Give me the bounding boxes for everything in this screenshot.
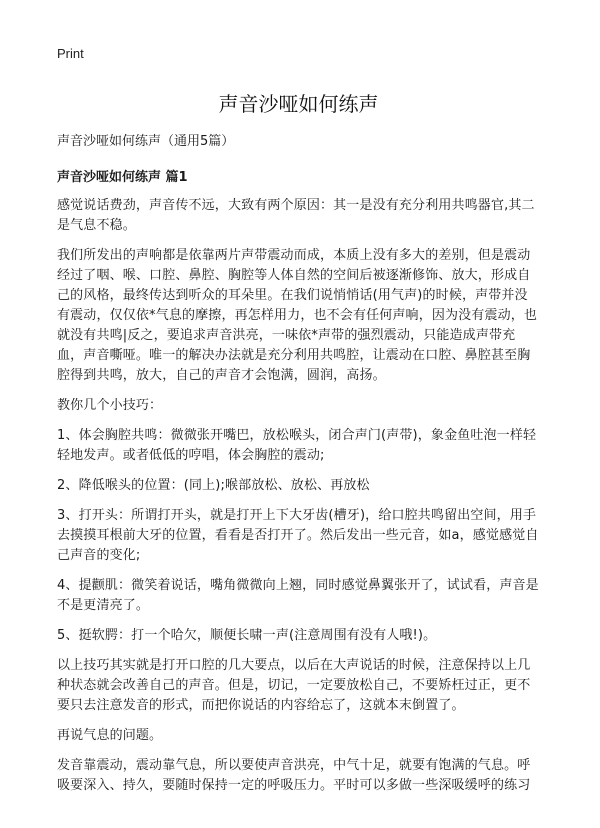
- document-subtitle: 声音沙哑如何练声（通用5篇）: [57, 134, 235, 149]
- paragraph: 2、降低喉头的位置：(同上);喉部放松、放松、再放松: [57, 478, 370, 493]
- paragraph: 4、提颧肌：微笑着说话，嘴角微微向上翘，同时感觉鼻翼张开了，试试看，声音是不是更清亮了。: [57, 578, 539, 613]
- paragraph: 以上技巧其实就是打开口腔的几大要点，以后在大声说话的时候，注意保持以上几种状态就会改善自己的声音。但是，切记，一定要放松自己，不要矫枉过正，更不要只去注意发音的形式，而把你说话的内容给忘了，这就本末倒置了。: [57, 658, 531, 713]
- paragraph: 教你几个小技巧：: [57, 398, 163, 413]
- paragraph: 1、体会胸腔共鸣：微微张开嘴巴，放松喉头，闭合声门(声带)，象金鱼吐泡一样轻轻地发声。或者低低的哼唱，体会胸腔的震动;: [57, 428, 537, 463]
- paragraph: 我们所发出的声响都是依靠两片声带震动而成，本质上没有多大的差别，但是震动经过了咽、喉、口腔、鼻腔、胸腔等人体自然的空间后被逐渐修饰、放大，形成自己的风格，最终传达到听众的耳朵里。在我们说悄悄话(用气声)的时候，声带并没有震动，仅仅依*气息的摩擦，再怎样用力，也不会有任何声响，因为没有震动，也就没有共鸣|反之，要追求声音洪亮，一味依*声带的强烈震动，只能造成声带充血，声音嘶哑。唯一的解决办法就是充分利用共鸣腔，让震动在口腔、鼻腔甚至胸腔得到共鸣，放大，自己的声音才会饱满，圆润，高扬。: [57, 248, 538, 383]
- section-heading: 声音沙哑如何练声 篇1: [57, 170, 188, 185]
- page-title: 声音沙哑如何练声: [218, 92, 379, 116]
- paragraph: 5、挺软腭：打一个哈欠，顺便长啸一声(注意周围有没有人哦!)。: [57, 628, 437, 643]
- paragraph: 3、打开头：所谓打开头，就是打开上下大牙齿(槽牙)，给口腔共鸣留出空间，用手去摸摸耳根前大牙的位置，看看是否打开了。然后发出一些元音，如a，感觉感觉自己声音的变化;: [57, 508, 539, 563]
- paragraph: 再说气息的问题。: [57, 728, 163, 743]
- print-link[interactable]: Print: [57, 46, 84, 61]
- paragraph: 感觉说话费劲，声音传不远，大致有两个原因：其一是没有充分利用共鸣器官,其二是气息不稳。: [57, 198, 535, 233]
- paragraph: 发音靠震动，震动靠气息，所以要使声音洪亮，中气十足，就要有饱满的气息。呼吸要深入、持久，要随时保持一定的呼吸压力。平时可以多做一些深吸缓呼的练习: [57, 758, 531, 793]
